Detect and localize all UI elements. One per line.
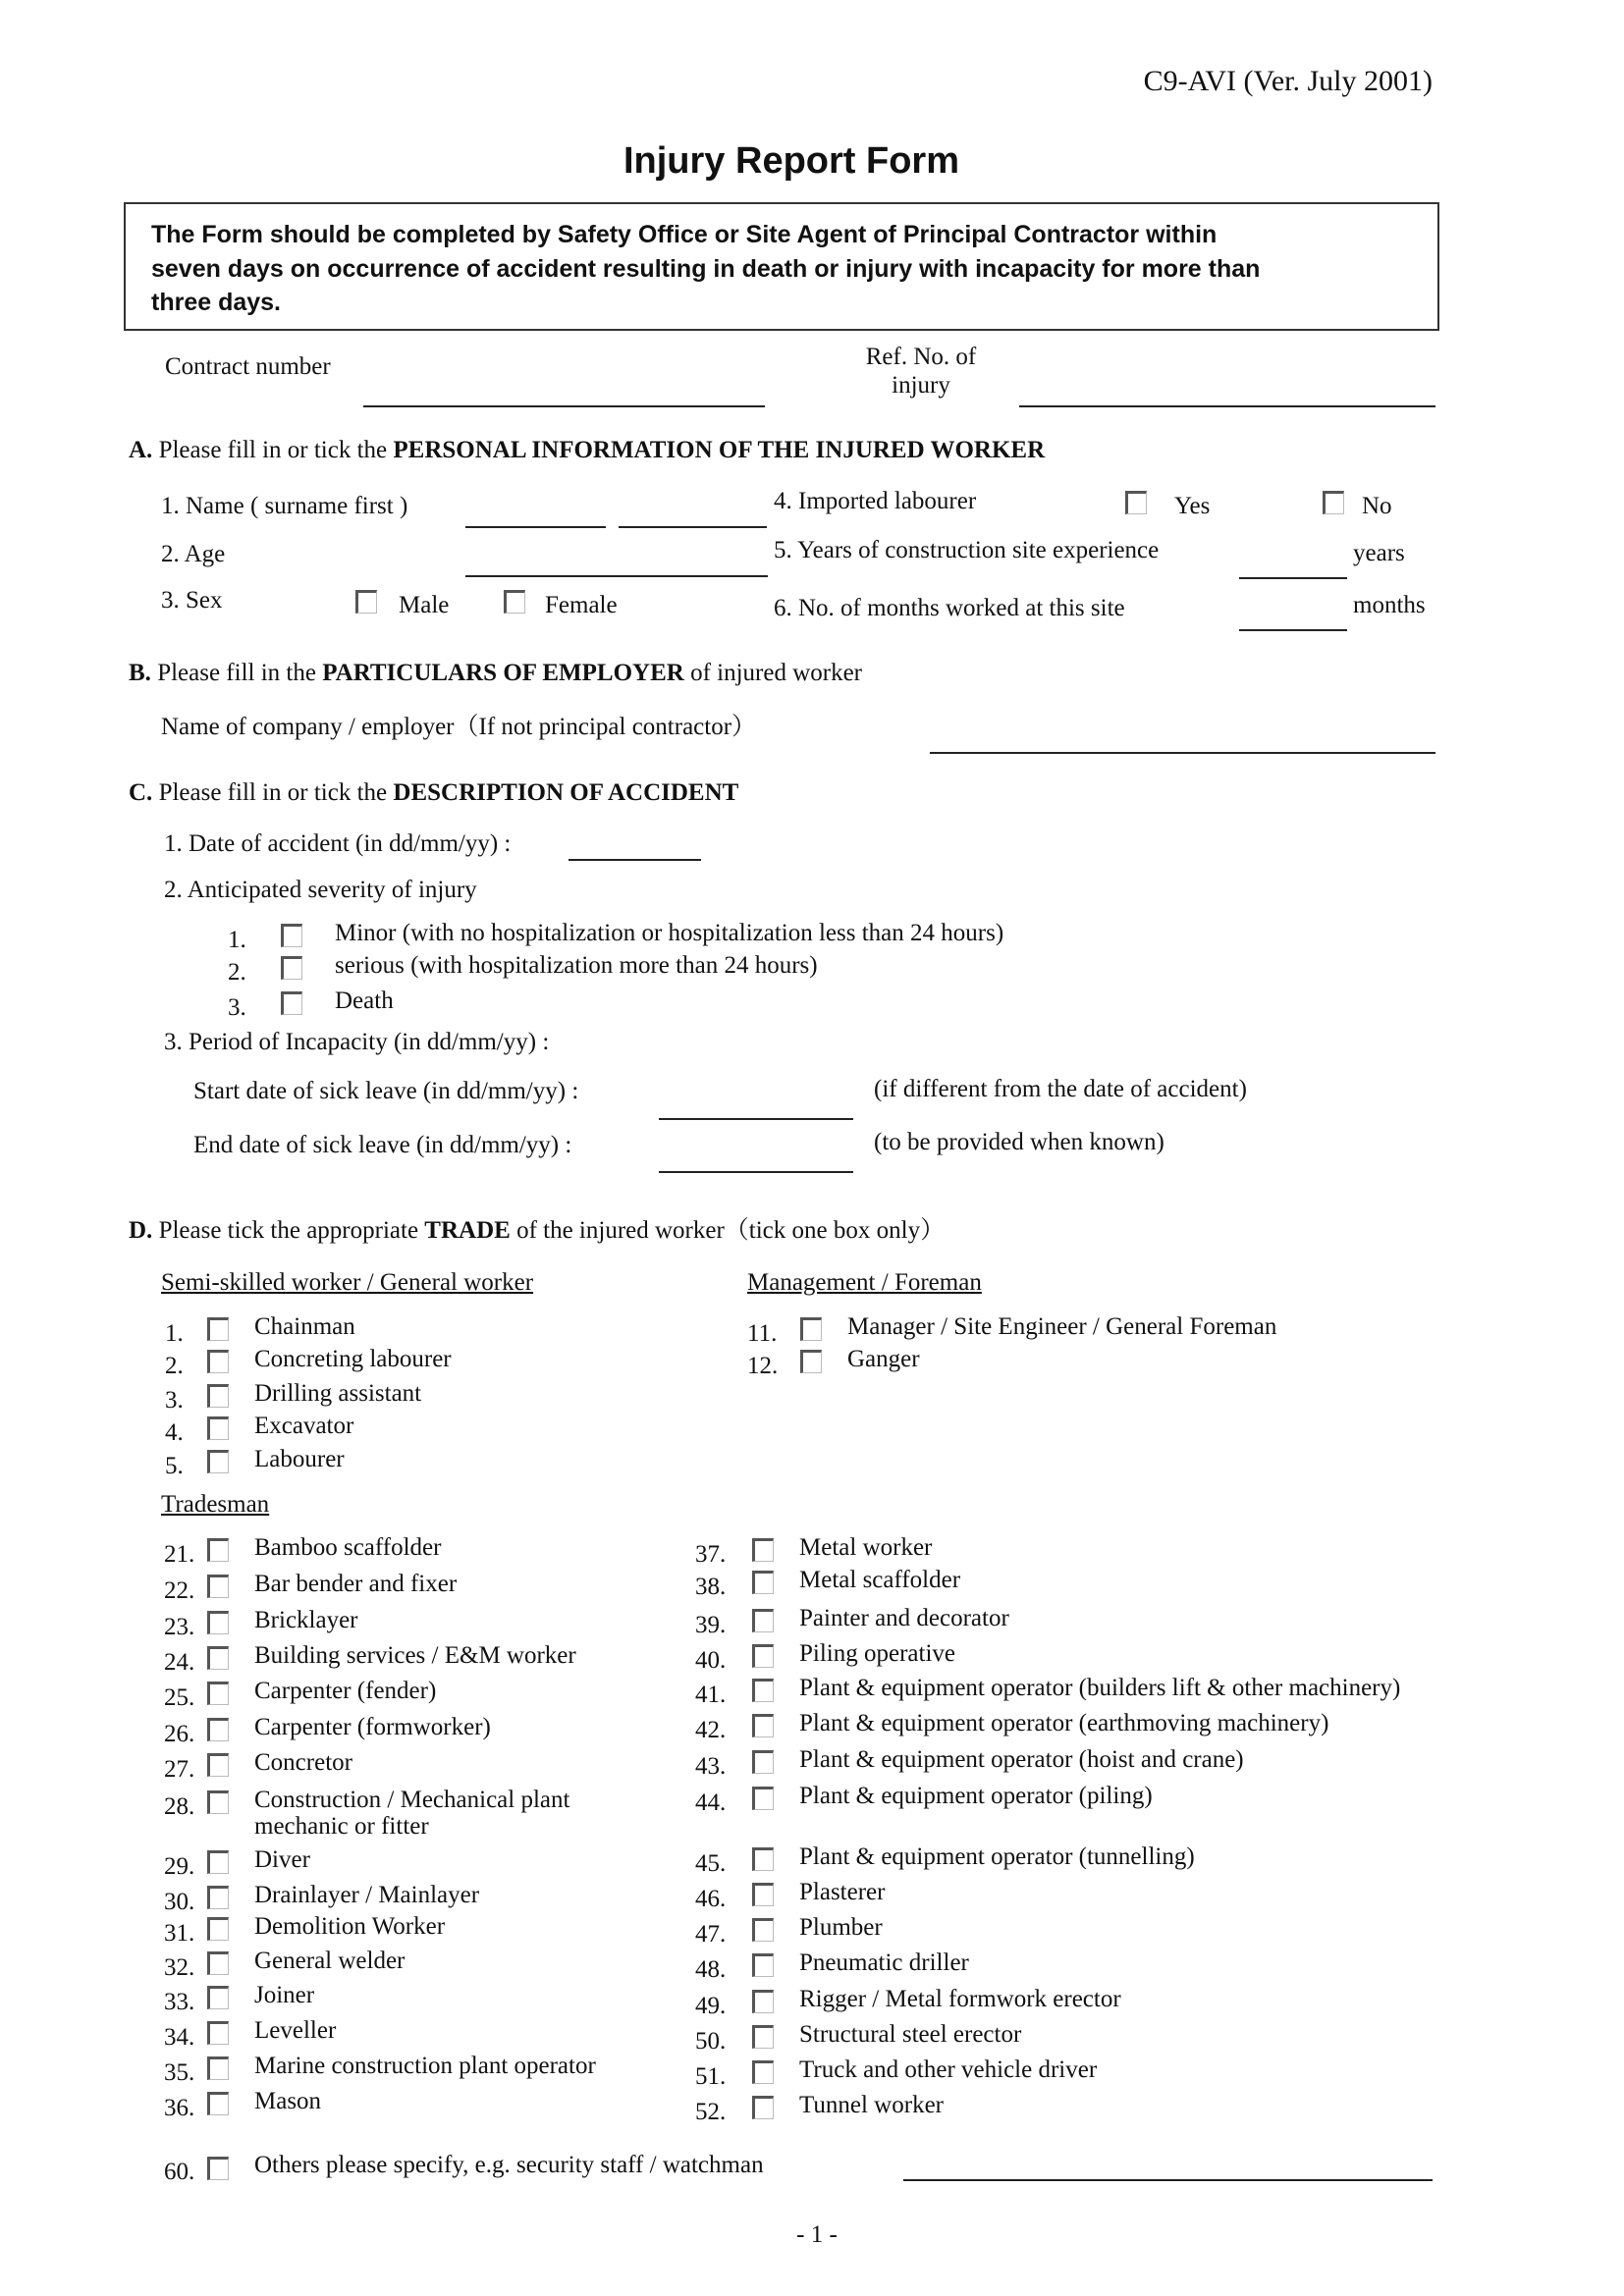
trade-option-number: 31. xyxy=(164,1920,195,1947)
trade-option-number: 4. xyxy=(165,1419,184,1446)
accident-date-label: 1. Date of accident (in dd/mm/yy) : xyxy=(164,830,512,857)
trade-option-label: Pneumatic driller xyxy=(799,1949,969,1976)
severity-option-label: Death xyxy=(335,988,394,1014)
trade-option-label: Carpenter (formworker) xyxy=(254,1714,491,1740)
trade-option-label: Plant & equipment operator (hoist and crane) xyxy=(799,1746,1244,1773)
imported-yes-label: Yes xyxy=(1174,493,1211,519)
trade-option-label: Structural steel erector xyxy=(799,2021,1022,2048)
imported-no-checkbox[interactable] xyxy=(1323,491,1344,514)
others-specify-field[interactable] xyxy=(903,2179,1433,2181)
section-letter: D. xyxy=(129,1217,153,1244)
company-field[interactable] xyxy=(930,752,1435,754)
trade-option-label: Carpenter (fender) xyxy=(254,1678,437,1704)
section-suffix: of the injured worker（tick one box only） xyxy=(510,1217,946,1244)
ref-no-label xyxy=(823,343,1019,400)
severity-option-checkbox[interactable] xyxy=(281,956,302,980)
contract-number-field[interactable] xyxy=(363,405,765,407)
ref-no-label-line2: injury xyxy=(892,372,950,399)
contract-number-label: Contract number xyxy=(165,353,331,380)
trade-option-number: 43. xyxy=(695,1753,727,1780)
months-unit: months xyxy=(1353,592,1426,618)
months-worked-field[interactable] xyxy=(1239,629,1347,631)
severity-option-checkbox[interactable] xyxy=(281,991,302,1015)
trade-option-checkbox[interactable] xyxy=(207,1917,229,1941)
trade-option-checkbox[interactable] xyxy=(752,1750,774,1774)
severity-option-number: 1. xyxy=(228,927,246,953)
trade-option-number: 32. xyxy=(164,1954,195,1981)
trade-option-checkbox[interactable] xyxy=(207,1682,229,1705)
trade-option-label: Plant & equipment operator (piling) xyxy=(799,1783,1153,1809)
trade-option-checkbox[interactable] xyxy=(207,1350,229,1373)
trade-option-label: Manager / Site Engineer / General Foreman xyxy=(847,1313,1277,1340)
trade-option-number: 36. xyxy=(164,2095,195,2121)
trade-option-checkbox[interactable] xyxy=(752,1679,774,1702)
trade-option-number: 11. xyxy=(747,1320,778,1347)
trade-option-checkbox[interactable] xyxy=(752,1883,774,1906)
trade-option-number: 23. xyxy=(164,1614,195,1640)
start-date-label: Start date of sick leave (in dd/mm/yy) : xyxy=(193,1078,579,1104)
trade-option-checkbox[interactable] xyxy=(207,1416,229,1440)
trade-option-number: 22. xyxy=(164,1577,195,1604)
trade-option-number: 12. xyxy=(747,1353,779,1379)
trade-option-checkbox[interactable] xyxy=(207,1886,229,1909)
trade-option-checkbox[interactable] xyxy=(207,1317,229,1341)
accident-date-field[interactable] xyxy=(568,859,701,861)
severity-option-number: 3. xyxy=(228,994,246,1021)
trade-option-label: Truck and other vehicle driver xyxy=(799,2056,1098,2083)
trade-option-checkbox[interactable] xyxy=(207,1611,229,1634)
incapacity-label: 3. Period of Incapacity (in dd/mm/yy) : xyxy=(164,1029,550,1055)
management-heading: Management / Foreman xyxy=(747,1269,982,1296)
trade-option-number: 35. xyxy=(164,2059,195,2086)
trade-option-label: Painter and decorator xyxy=(799,1605,1009,1631)
trade-option-number: 5. xyxy=(165,1453,184,1479)
female-label: Female xyxy=(545,592,618,618)
trade-option-label: General welder xyxy=(254,1948,406,1974)
trade-option-checkbox[interactable] xyxy=(752,1538,774,1562)
trade-option-label: Plasterer xyxy=(799,1879,886,1905)
severity-option-checkbox[interactable] xyxy=(281,924,302,947)
trade-option-label: Concretor xyxy=(254,1749,352,1776)
section-title: TRADE xyxy=(424,1217,511,1244)
surname-field[interactable] xyxy=(465,526,606,528)
trade-option-label: Bar bender and fixer xyxy=(254,1571,458,1597)
male-label: Male xyxy=(399,592,450,618)
end-date-field[interactable] xyxy=(659,1171,853,1173)
trade-option-number: 34. xyxy=(164,2024,195,2051)
trade-option-checkbox[interactable] xyxy=(207,1790,229,1814)
section-prefix: Please fill in or tick the xyxy=(152,779,394,806)
trade-option-number: 30. xyxy=(164,1889,195,1915)
trade-option-label: Bamboo scaffolder xyxy=(254,1534,442,1561)
imported-yes-checkbox[interactable] xyxy=(1125,491,1147,514)
trade-option-label: Drainlayer / Mainlayer xyxy=(254,1882,480,1908)
years-unit: years xyxy=(1353,540,1405,566)
trade-option-label: Plumber xyxy=(799,1914,883,1941)
trade-option-checkbox[interactable] xyxy=(752,1787,774,1810)
company-label: Name of company / employer（If not principal contractor） xyxy=(161,714,757,740)
trade-option-number: 29. xyxy=(164,1853,195,1880)
trade-option-label: Concreting labourer xyxy=(254,1346,452,1372)
trade-option-label: Demolition Worker xyxy=(254,1913,446,1940)
section-prefix: Please fill in or tick the xyxy=(152,437,394,463)
imported-labourer-label: 4. Imported labourer xyxy=(774,488,977,514)
trade-option-checkbox[interactable] xyxy=(207,1951,229,1975)
trade-option-checkbox[interactable] xyxy=(752,1609,774,1632)
trade-option-checkbox[interactable] xyxy=(752,2025,774,2049)
trade-option-checkbox[interactable] xyxy=(207,1575,229,1598)
trade-option-number: 1. xyxy=(165,1320,184,1347)
trade-option-number: 25. xyxy=(164,1684,195,1711)
trade-option-number: 42. xyxy=(695,1717,727,1743)
given-name-field[interactable] xyxy=(619,526,767,528)
trade-option-number: 47. xyxy=(695,1921,727,1948)
trade-option-checkbox[interactable] xyxy=(207,2021,229,2045)
severity-option-label: serious (with hospitalization more than 24 hours) xyxy=(335,952,818,979)
trade-option-checkbox[interactable] xyxy=(207,1646,229,1670)
trade-option-number: 50. xyxy=(695,2028,727,2055)
trade-option-number: 21. xyxy=(164,1541,195,1568)
page-title: Injury Report Form xyxy=(623,140,960,182)
trade-option-label: Leveller xyxy=(254,2017,337,2044)
trade-option-checkbox[interactable] xyxy=(752,2060,774,2084)
trade-option-checkbox[interactable] xyxy=(207,1850,229,1874)
notice-line: The Form should be completed by Safety Office or Site Agent of Principal Contractor within xyxy=(151,221,1218,248)
section-b-heading xyxy=(129,659,862,688)
trade-option-number: 38. xyxy=(695,1574,727,1600)
severity-option-label: Minor (with no hospitalization or hospitalization less than 24 hours) xyxy=(335,920,1004,946)
trade-option-number: 33. xyxy=(164,1989,195,2015)
trade-option-label: Excavator xyxy=(254,1413,354,1439)
trade-option-label: Ganger xyxy=(847,1346,920,1372)
age-field[interactable] xyxy=(465,575,768,577)
trade-option-checkbox[interactable] xyxy=(207,1718,229,1741)
section-prefix: Please fill in the xyxy=(150,660,323,686)
trade-option-number: 37. xyxy=(695,1541,727,1568)
others-checkbox[interactable] xyxy=(207,2157,229,2180)
sex-label: 3. Sex xyxy=(161,587,223,614)
years-experience-label: 5. Years of construction site experience xyxy=(774,537,1160,563)
trade-option-checkbox[interactable] xyxy=(752,1990,774,2013)
female-checkbox[interactable] xyxy=(504,590,525,614)
trade-option-label: Plant & equipment operator (builders lift & other machinery) xyxy=(799,1675,1401,1701)
others-number: 60. xyxy=(164,2159,195,2185)
trade-option-label: Metal scaffolder xyxy=(799,1567,961,1593)
trade-option-label: Plant & equipment operator (tunnelling) xyxy=(799,1843,1195,1870)
trade-option-number: 46. xyxy=(695,1886,727,1912)
trade-option-checkbox[interactable] xyxy=(207,1384,229,1408)
start-date-note: (if different from the date of accident) xyxy=(874,1076,1247,1102)
section-title: DESCRIPTION OF ACCIDENT xyxy=(393,779,739,806)
end-date-note: (to be provided when known) xyxy=(874,1129,1164,1155)
age-label: 2. Age xyxy=(161,541,226,567)
trade-option-label: Diver xyxy=(254,1846,310,1873)
trade-option-number: 45. xyxy=(695,1850,727,1877)
trade-option-checkbox[interactable] xyxy=(800,1350,822,1373)
trade-option-label: Rigger / Metal formwork erector xyxy=(799,1986,1121,2012)
end-date-label: End date of sick leave (in dd/mm/yy) : xyxy=(193,1132,572,1158)
section-letter: C. xyxy=(129,779,153,806)
semi-skilled-heading: Semi-skilled worker / General worker xyxy=(161,1269,534,1296)
trade-option-checkbox[interactable] xyxy=(207,1538,229,1562)
tradesman-heading: Tradesman xyxy=(161,1491,270,1518)
trade-option-label: Drilling assistant xyxy=(254,1380,422,1407)
trade-option-number: 26. xyxy=(164,1721,195,1747)
imported-no-label: No xyxy=(1362,493,1392,519)
trade-option-checkbox[interactable] xyxy=(752,1571,774,1594)
trade-option-number: 24. xyxy=(164,1649,195,1676)
trade-option-label: Mason xyxy=(254,2088,322,2114)
trade-option-label: Construction / Mechanical plant mechanic or fitter xyxy=(254,1787,570,1840)
trade-option-checkbox[interactable] xyxy=(752,1918,774,1942)
section-d-heading xyxy=(129,1216,945,1246)
trade-option-number: 49. xyxy=(695,1993,727,2019)
trade-option-label: Building services / E&M worker xyxy=(254,1642,576,1669)
trade-option-label: Joiner xyxy=(254,1982,315,2008)
severity-label: 2. Anticipated severity of injury xyxy=(164,877,477,903)
ref-no-field[interactable] xyxy=(1019,405,1435,407)
others-label: Others please specify, e.g. security staff / watchman xyxy=(254,2152,764,2178)
section-suffix: of injured worker xyxy=(683,660,863,686)
ref-no-label-line1: Ref. No. of xyxy=(865,344,977,370)
trade-option-number: 2. xyxy=(165,1353,184,1379)
trade-option-checkbox[interactable] xyxy=(752,1714,774,1737)
trade-option-checkbox[interactable] xyxy=(752,1847,774,1871)
years-experience-field[interactable] xyxy=(1239,577,1347,579)
trade-option-label: Marine construction plant operator xyxy=(254,2053,596,2079)
trade-option-label: Metal worker xyxy=(799,1534,933,1561)
trade-option-number: 51. xyxy=(695,2063,727,2090)
trade-option-number: 44. xyxy=(695,1789,727,1816)
trade-option-checkbox[interactable] xyxy=(207,1753,229,1777)
name-label: 1. Name ( surname first ) xyxy=(161,493,408,519)
section-c-heading xyxy=(129,778,738,808)
trade-option-number: 40. xyxy=(695,1647,727,1674)
trade-option-checkbox[interactable] xyxy=(752,1644,774,1668)
start-date-field[interactable] xyxy=(659,1118,853,1120)
trade-option-label: Labourer xyxy=(254,1446,345,1472)
trade-option-number: 41. xyxy=(695,1682,727,1708)
section-title: PERSONAL INFORMATION OF THE INJURED WORKER xyxy=(393,437,1046,463)
section-letter: B. xyxy=(129,660,151,686)
trade-option-checkbox[interactable] xyxy=(207,2056,229,2080)
trade-option-checkbox[interactable] xyxy=(800,1317,822,1341)
trade-option-checkbox[interactable] xyxy=(207,1450,229,1473)
form-code: C9-AVI (Ver. July 2001) xyxy=(1143,65,1433,97)
section-a-heading xyxy=(129,436,1045,465)
notice-line: three days. xyxy=(151,289,282,316)
section-prefix: Please tick the appropriate xyxy=(152,1217,425,1244)
trade-option-label: Chainman xyxy=(254,1313,355,1340)
trade-option-number: 27. xyxy=(164,1756,195,1783)
months-worked-label: 6. No. of months worked at this site xyxy=(774,595,1125,621)
trade-option-number: 3. xyxy=(165,1387,184,1414)
page-number: - 1 - xyxy=(796,2221,838,2248)
notice-box xyxy=(124,202,1439,331)
trade-option-checkbox[interactable] xyxy=(752,1953,774,1977)
trade-option-number: 52. xyxy=(695,2099,727,2125)
trade-option-label: Bricklayer xyxy=(254,1607,358,1633)
trade-option-label: Plant & equipment operator (earthmoving machinery) xyxy=(799,1710,1329,1736)
section-letter: A. xyxy=(129,437,153,463)
trade-option-label: Piling operative xyxy=(799,1640,955,1667)
trade-option-number: 39. xyxy=(695,1612,727,1638)
trade-option-number: 48. xyxy=(695,1956,727,1983)
severity-option-number: 2. xyxy=(228,959,246,986)
trade-option-label: Tunnel worker xyxy=(799,2092,944,2118)
trade-option-checkbox[interactable] xyxy=(752,2096,774,2119)
trade-option-number: 28. xyxy=(164,1793,195,1820)
trade-option-checkbox[interactable] xyxy=(207,1986,229,2009)
notice-line: seven days on occurrence of accident resulting in death or injury with incapacity for more than xyxy=(151,255,1261,283)
male-checkbox[interactable] xyxy=(355,590,377,614)
section-title: PARTICULARS OF EMPLOYER xyxy=(322,660,684,686)
trade-option-checkbox[interactable] xyxy=(207,2092,229,2115)
